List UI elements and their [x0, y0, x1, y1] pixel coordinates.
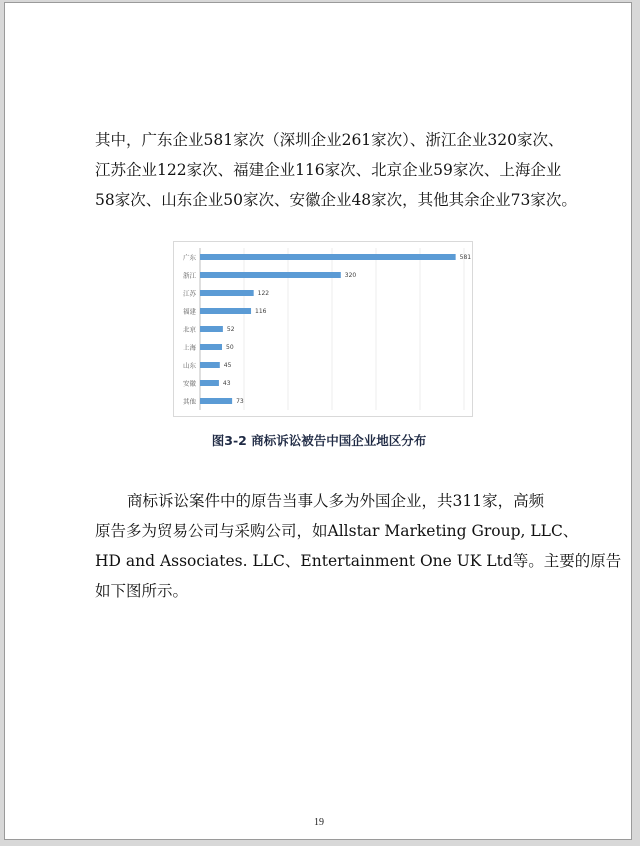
bar — [200, 290, 254, 296]
data-label: 122 — [257, 290, 270, 298]
bar — [200, 326, 223, 332]
document-page — [4, 2, 632, 840]
category-label: 福建 — [183, 307, 196, 316]
bar — [200, 398, 232, 404]
page-number: 19 — [314, 817, 324, 828]
bar — [200, 272, 341, 278]
bar-chart-frame — [173, 241, 473, 417]
paragraph-plaintiffs — [95, 486, 622, 606]
category-label: 安徽 — [183, 379, 196, 388]
paragraph-line: 58家次、山东企业50家次、安徽企业48家次，其他其余企业73家次。 — [95, 191, 577, 209]
bar-chart — [174, 242, 472, 416]
paragraph-line: 如下图所示。 — [95, 582, 189, 600]
category-label: 广东 — [183, 253, 196, 262]
bar — [200, 362, 220, 368]
data-label: 73 — [236, 398, 244, 406]
category-label: 其他 — [183, 397, 196, 406]
figure-caption: 图3-2 商标诉讼被告中国企业地区分布 — [211, 433, 427, 448]
data-label: 581 — [459, 254, 472, 262]
data-label: 50 — [226, 344, 234, 352]
data-label: 320 — [344, 272, 357, 280]
category-label: 上海 — [183, 343, 196, 352]
bar — [200, 380, 219, 386]
paragraph-line: 其中，广东企业581家次（深圳企业261家次）、浙江企业320家次、 — [95, 131, 564, 149]
data-label: 52 — [226, 326, 235, 334]
category-label: 山东 — [183, 361, 196, 370]
data-label: 116 — [255, 308, 267, 316]
bar — [200, 308, 251, 314]
bar — [200, 254, 456, 260]
paragraph-line: 商标诉讼案件中的原告当事人多为外国企业，共311家，高频 — [127, 492, 545, 510]
paragraph-regional-distribution — [95, 125, 577, 215]
paragraph-line: HD and Associates. LLC、Entertainment One UK Ltd等。主要的原告 — [95, 552, 622, 570]
data-label: 45 — [223, 362, 232, 370]
data-label: 43 — [222, 380, 231, 388]
bar — [200, 344, 222, 350]
category-label: 江苏 — [183, 289, 196, 298]
category-label: 北京 — [183, 325, 196, 334]
paragraph-line: 江苏企业122家次、福建企业116家次、北京企业59家次、上海企业 — [95, 161, 562, 179]
category-label: 浙江 — [183, 271, 196, 280]
paragraph-line: 原告多为贸易公司与采购公司，如Allstar Marketing Group, LLC、 — [95, 522, 579, 540]
